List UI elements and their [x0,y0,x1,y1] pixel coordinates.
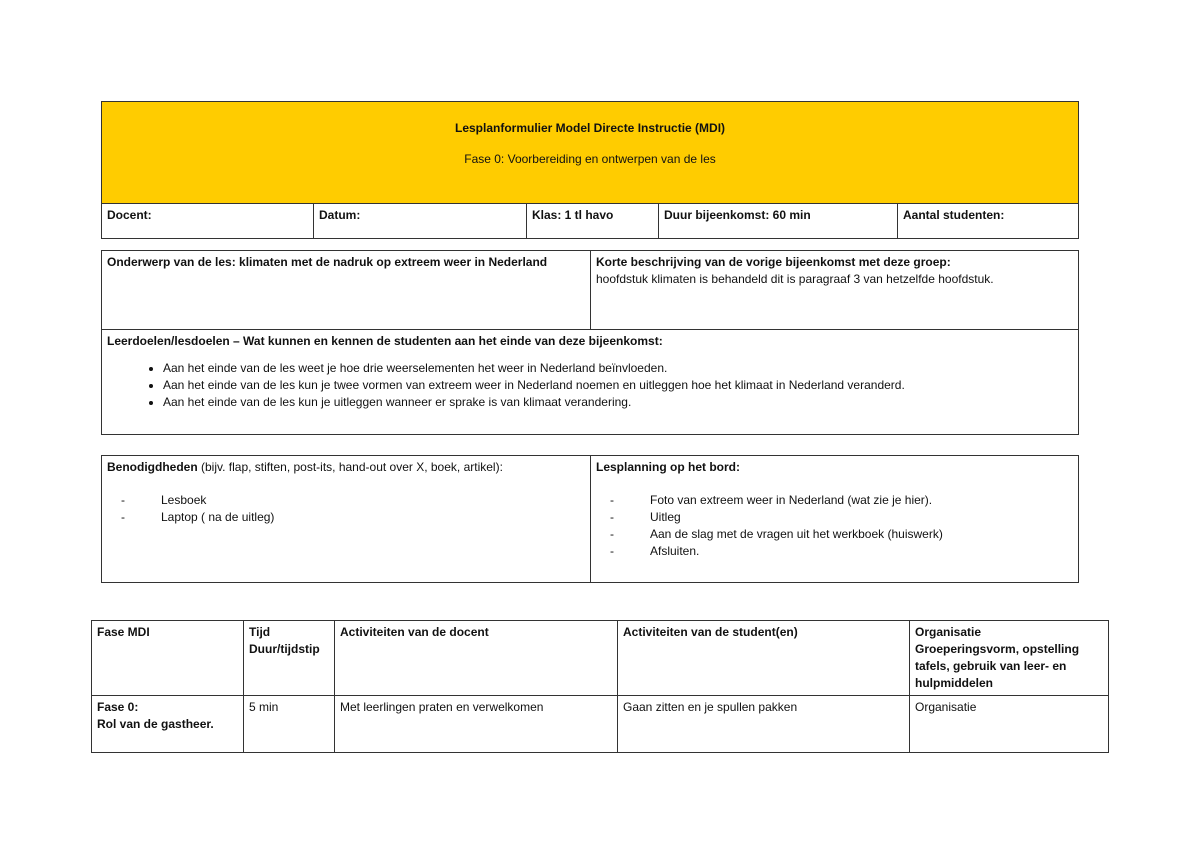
benodigdheden-label [107,459,585,476]
benodigdheden-label-bold: Benodigdheden [107,460,198,474]
klas-field: Klas: 1 tl havo [527,204,659,239]
tijd-cell: 5 min [244,696,335,753]
header-activiteiten-docent: Activiteiten van de docent [335,621,618,696]
leerdoelen-cell [102,330,1079,435]
table-row [92,696,1109,753]
duur-field: Duur bijeenkomst: 60 min [659,204,898,239]
materials-table [101,455,1079,583]
list-item: • Aan het einde van de les kun je twee vormen van extreem weer in Nederland noemen en uitleggen hoe het klimaat in Nederland veranderd. [163,377,1073,394]
lesson-goals-table [101,250,1079,435]
list-item: - Foto van extreem weer in Nederland (wat zie je hier). [610,492,1073,509]
header-tijd [244,621,335,696]
phases-table [91,620,1109,753]
list-item: - Uitleg [610,509,1073,526]
list-item: • Aan het einde van de les weet je hoe drie weerselementen het weer in Nederland beïnvloeden. [163,360,1073,377]
header-tijd-line1: Tijd [249,625,271,639]
form-title: Lesplanformulier Model Directe Instructie (MDI) [454,121,726,135]
header-organisatie-line1: Organisatie [915,625,982,639]
header-organisatie-line2: Groeperingsvorm, opstelling tafels, gebruik van leer- en hulpmiddelen [915,642,1080,690]
datum-field: Datum: [314,204,527,239]
fase-cell [92,696,244,753]
vorige-label: Korte beschrijving van de vorige bijeenkomst met deze groep: [596,255,951,269]
leerdoelen-list [107,360,1073,411]
header-tijd-line2: Duur/tijdstip [249,642,320,656]
header-banner [102,102,1079,204]
lesplanning-list [596,492,1073,560]
list-item: - Afsluiten. [610,543,1073,560]
list-item: • Aan het einde van de les kun je uitleggen wanneer er sprake is van klimaat verandering. [163,394,1073,411]
form-subtitle: Fase 0: Voorbereiding en ontwerpen van de les [464,152,716,166]
vorige-bijeenkomst-cell [591,251,1079,330]
lesplanning-cell [591,456,1079,583]
leerdoelen-label: Leerdoelen/lesdoelen – Wat kunnen en kennen de studenten aan het einde van deze bijeenkomst: [107,334,663,348]
header-fase: Fase MDI [92,621,244,696]
list-item: - Lesboek [121,492,585,509]
lesson-plan-header-table [101,101,1079,239]
organisatie-cell: Organisatie [910,696,1109,753]
onderwerp-cell [102,251,591,330]
header-activiteiten-student: Activiteiten van de student(en) [618,621,910,696]
aantal-studenten-field: Aantal studenten: [898,204,1079,239]
vorige-text: hoofdstuk klimaten is behandeld dit is paragraaf 3 van hetzelfde hoofdstuk. [596,272,994,286]
benodigdheden-cell [102,456,591,583]
lesplanning-label: Lesplanning op het bord: [596,460,740,474]
header-organisatie [910,621,1109,696]
fase-line1: Fase 0: [97,700,139,714]
fase-line2: Rol van de gastheer. [97,717,214,731]
student-activity-cell: Gaan zitten en je spullen pakken [618,696,910,753]
onderwerp-text: Onderwerp van de les: klimaten met de nadruk op extreem weer in Nederland [107,255,548,269]
benodigdheden-label-rest: (bijv. flap, stiften, post-its, hand-out over X, boek, artikel): [197,460,503,474]
docent-activity-cell: Met leerlingen praten en verwelkomen [335,696,618,753]
docent-field: Docent: [102,204,314,239]
benodigdheden-list [107,492,585,526]
list-item: - Aan de slag met de vragen uit het werkboek (huiswerk) [610,526,1073,543]
list-item: - Laptop ( na de uitleg) [121,509,585,526]
